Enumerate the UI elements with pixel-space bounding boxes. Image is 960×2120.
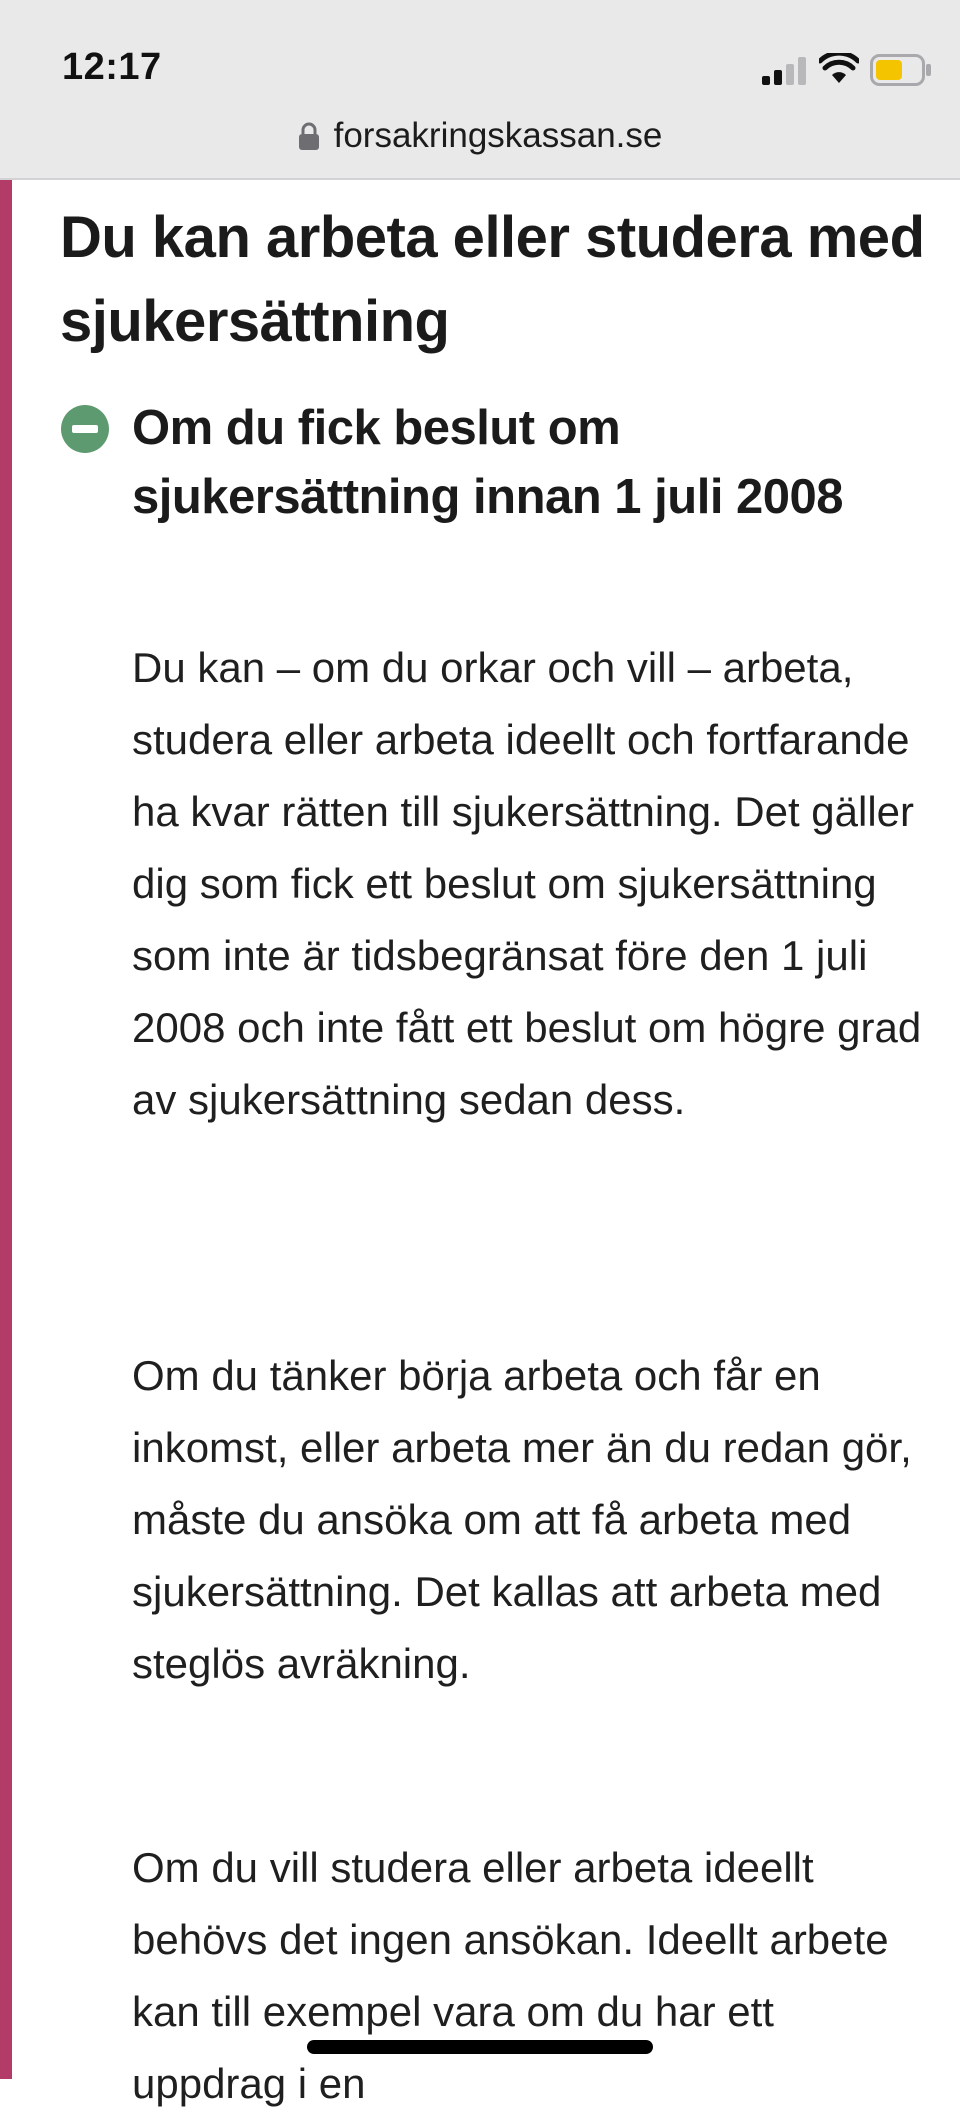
url-text: forsakringskassan.se: [333, 116, 663, 155]
minus-circle-icon[interactable]: [60, 404, 110, 454]
accent-bar: [0, 180, 12, 2079]
section-heading[interactable]: Om du fick beslut om sjukersättning innan 1 juli 2008: [132, 401, 844, 524]
address-bar[interactable]: [0, 112, 960, 160]
signal-icon: [762, 57, 806, 85]
home-indicator[interactable]: [307, 2040, 653, 2054]
body-paragraph: Du kan – om du orkar och vill – arbeta, studera eller arbeta ideellt och fortfarande ha kvar rätten till sjukersättning. Det gäller dig som fick ett beslut om sjukersättning som inte är tidsbegränsat före den 1 juli 2008 och inte fått ett beslut om högre grad av sjukersättning sedan dess.: [132, 644, 922, 1123]
body-paragraph: Om du tänker börja arbeta och får en inkomst, eller arbeta mer än du redan gör, måste du ansöka om att få arbeta med sjukersättning. Det kallas att arbeta med steglös avräkning.: [132, 1352, 912, 1687]
lock-icon: [298, 122, 320, 150]
battery-icon: [870, 54, 932, 86]
wifi-icon: [819, 53, 859, 85]
status-time: 12:17: [62, 46, 162, 88]
body-paragraph: Om du vill studera eller arbeta ideellt behövs det ingen ansökan. Ideellt arbete kan till exempel vara om du har ett uppdrag i en: [132, 1844, 889, 2107]
page-title: Du kan arbeta eller studera med sjukersättning: [60, 205, 925, 354]
status-bar: [0, 0, 960, 180]
